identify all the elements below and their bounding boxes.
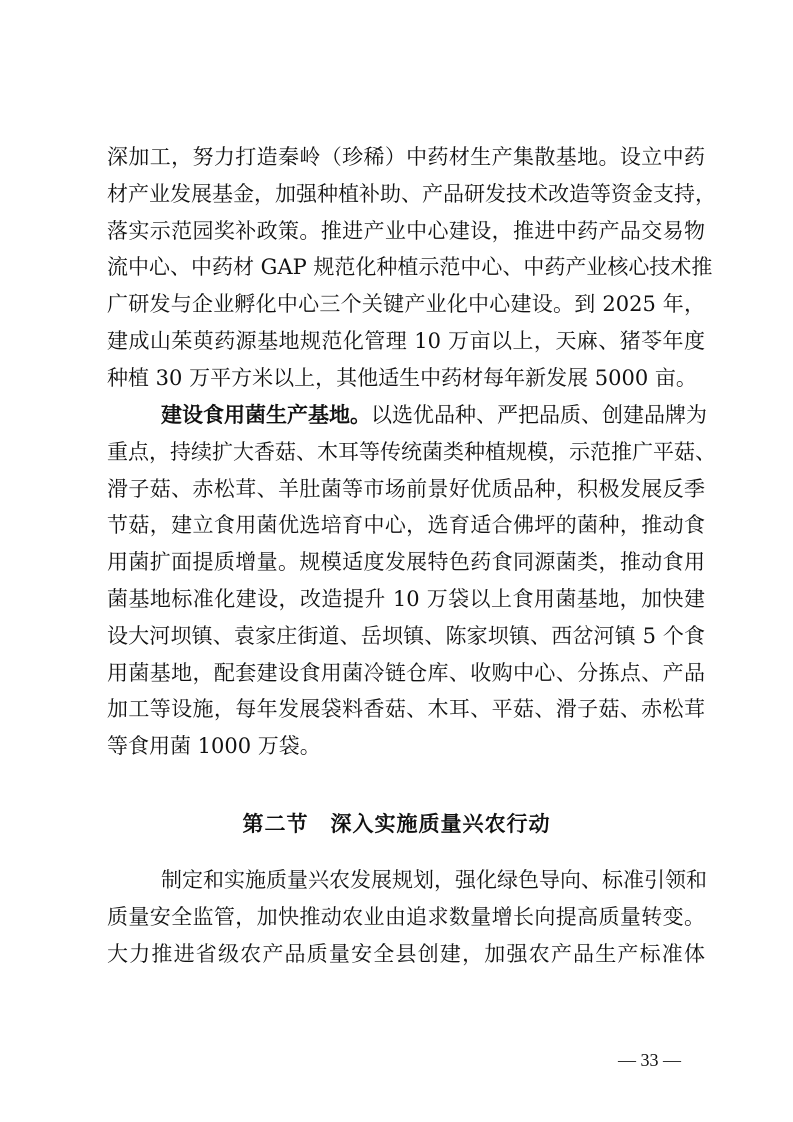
text-line: 加工等设施，每年发展袋料香菇、木耳、平菇、滑子菇、赤松茸 — [107, 697, 705, 722]
page-number: — 33 — — [618, 1050, 681, 1070]
text-line: 用菌扩面提质增量。规模适度发展特色药食同源菌类，推动食用 — [107, 550, 705, 575]
text-line: 重点，持续扩大香菇、木耳等传统菌类种植规模，示范推广平菇、 — [107, 439, 716, 464]
text-span: 以选优品种、严把品质、创建品牌为 — [371, 403, 707, 427]
text-line: 用菌基地，配套建设食用菌冷链仓库、收购中心、分拣点、产品 — [107, 660, 705, 685]
text-line: 落实示范园奖补政策。推进产业中心建设，推进中药产品交易物 — [107, 218, 705, 243]
text-line: 质量安全监管，加快推动农业由追求数量增长向提高质量转变。 — [107, 904, 705, 929]
text-line: 等食用菌 1000 万袋。 — [107, 734, 321, 759]
text-line: 建成山茱萸药源基地规范化管理 10 万亩以上，天麻、猪苓年度 — [107, 328, 705, 353]
text-line: 滑子菇、赤松茸、羊肚菌等市场前景好优质品种，积极发展反季 — [107, 476, 705, 501]
text-line: 流中心、中药材 GAP 规范化种植示范中心、中药产业核心技术推 — [107, 255, 713, 280]
text-line: 广研发与企业孵化中心三个关键产业化中心建设。到 2025 年， — [107, 292, 705, 317]
text-line — [107, 397, 705, 434]
text-line: 设大河坝镇、袁家庄街道、岳坝镇、陈家坝镇、西岔河镇 5 个食 — [107, 623, 705, 648]
text-line: 材产业发展基金，加强种植补助、产品研发技术改造等资金支持， — [107, 181, 716, 206]
paragraph-medicinal-herbs — [107, 139, 716, 397]
text-line: 种植 30 万平方米以上，其他适生中药材每年新发展 5000 亩。 — [107, 365, 697, 390]
text-line: 节菇，建立食用菌优选培育中心，选育适合佛坪的菌种，推动食 — [107, 513, 705, 538]
paragraph-lead-bold: 建设食用菌生产基地。 — [161, 402, 371, 427]
text-line: 大力推进省级农产品质量安全县创建，加强农产品生产标准体 — [107, 941, 705, 966]
text-line: 深加工，努力打造秦岭（珍稀）中药材生产集散基地。设立中药 — [107, 145, 705, 169]
paragraph-quality-agriculture — [107, 862, 705, 972]
text-line: 菌基地标准化建设，改造提升 10 万袋以上食用菌基地，加快建 — [107, 586, 705, 611]
section-heading: 第二节 深入实施质量兴农行动 — [242, 811, 551, 836]
paragraph-edible-fungi — [107, 397, 716, 765]
text-line: 制定和实施质量兴农发展规划，强化绿色导向、标准引领和 — [161, 868, 707, 892]
